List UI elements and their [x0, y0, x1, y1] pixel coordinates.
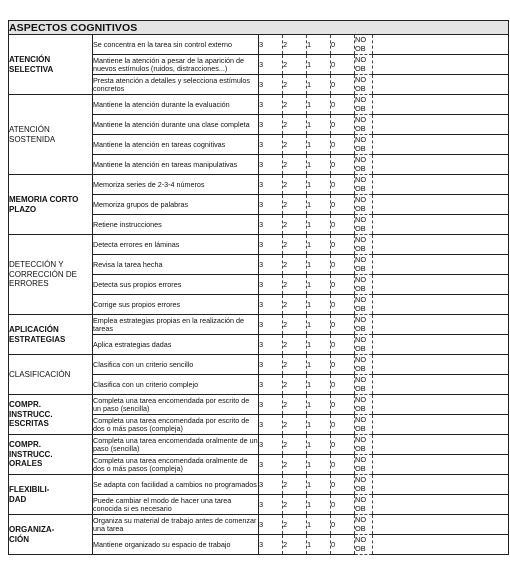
item-description: Se concentra en la tarea sin control externo	[93, 35, 259, 55]
not-observed-label-no: NO	[355, 235, 367, 244]
item-description: Organiza su material de trabajo antes de comenzar una tarea	[93, 515, 259, 535]
not-observed-option[interactable]	[355, 335, 373, 355]
score-option[interactable]: 0	[331, 295, 355, 315]
score-option[interactable]: 2	[283, 395, 307, 415]
not-observed-label-ob: OB	[355, 163, 366, 173]
score-option[interactable]: 0	[331, 275, 355, 295]
not-observed-label-ob: OB	[355, 223, 366, 233]
score-option[interactable]: 3	[259, 315, 283, 335]
not-observed-label-ob: OB	[355, 43, 366, 53]
score-option[interactable]: 2	[283, 315, 307, 335]
score-option[interactable]: 0	[331, 435, 355, 455]
item-description: Mantiene la atención durante la evaluación	[93, 95, 259, 115]
score-option[interactable]: 1	[307, 35, 331, 55]
score-option[interactable]: 3	[259, 255, 283, 275]
not-observed-label-ob: OB	[355, 303, 366, 313]
not-observed-label-no: NO	[355, 395, 367, 404]
notes-cell[interactable]	[373, 295, 509, 315]
score-option[interactable]: 3	[259, 455, 283, 475]
not-observed-label-ob: OB	[355, 403, 366, 413]
notes-cell[interactable]	[373, 455, 509, 475]
item-description: Mantiene la atención a pesar de la aparición de nuevos estímulos (ruidos, distracciones...)	[93, 55, 259, 75]
not-observed-label-no: NO	[355, 275, 367, 284]
not-observed-option[interactable]	[355, 535, 373, 555]
score-option[interactable]: 2	[283, 455, 307, 475]
score-option[interactable]: 3	[259, 135, 283, 155]
not-observed-label-no: NO	[355, 315, 367, 324]
not-observed-label-ob: OB	[355, 283, 366, 293]
notes-cell[interactable]	[373, 195, 509, 215]
not-observed-label-no: NO	[355, 455, 367, 464]
score-option[interactable]: 1	[307, 315, 331, 335]
not-observed-label-ob: OB	[355, 543, 366, 553]
not-observed-label-ob: OB	[355, 143, 366, 153]
not-observed-label-no: NO	[355, 535, 367, 544]
not-observed-option[interactable]	[355, 375, 373, 395]
table-row	[9, 475, 509, 495]
score-option[interactable]: 3	[259, 35, 283, 55]
not-observed-label-no: NO	[355, 155, 367, 164]
score-option[interactable]: 2	[283, 435, 307, 455]
score-option[interactable]: 0	[331, 475, 355, 495]
not-observed-option[interactable]	[355, 255, 373, 275]
score-option[interactable]: 2	[283, 155, 307, 175]
score-option[interactable]: 1	[307, 435, 331, 455]
not-observed-label-ob: OB	[355, 63, 366, 73]
score-option[interactable]: 3	[259, 235, 283, 255]
score-option[interactable]: 1	[307, 215, 331, 235]
not-observed-label-ob: OB	[355, 463, 366, 473]
item-description: Memoriza series de 2-3-4 números	[93, 175, 259, 195]
not-observed-label-no: NO	[355, 355, 367, 364]
score-option[interactable]: 0	[331, 75, 355, 95]
score-option[interactable]: 1	[307, 495, 331, 515]
notes-cell[interactable]	[373, 315, 509, 335]
score-option[interactable]: 1	[307, 175, 331, 195]
score-option[interactable]: 0	[331, 335, 355, 355]
table-row	[9, 95, 509, 115]
score-option[interactable]: 1	[307, 115, 331, 135]
not-observed-label-ob: OB	[355, 343, 366, 353]
score-option[interactable]: 2	[283, 355, 307, 375]
table-row	[9, 35, 509, 55]
score-option[interactable]: 2	[283, 495, 307, 515]
score-option[interactable]: 1	[307, 75, 331, 95]
not-observed-option[interactable]	[355, 35, 373, 55]
score-option[interactable]: 3	[259, 495, 283, 515]
category-label: MEMORIA CORTO PLAZO	[9, 175, 93, 235]
not-observed-label-no: NO	[355, 435, 367, 444]
score-option[interactable]: 1	[307, 335, 331, 355]
score-option[interactable]: 2	[283, 55, 307, 75]
not-observed-label-ob: OB	[355, 423, 366, 433]
not-observed-label-ob: OB	[355, 503, 366, 513]
not-observed-label-ob: OB	[355, 323, 366, 333]
notes-cell[interactable]	[373, 215, 509, 235]
not-observed-option[interactable]	[355, 475, 373, 495]
category-label: APLICACIÓN ESTRATEGIAS	[9, 315, 93, 355]
score-option[interactable]: 1	[307, 395, 331, 415]
score-option[interactable]: 1	[307, 355, 331, 375]
score-option[interactable]: 0	[331, 175, 355, 195]
not-observed-label-ob: OB	[355, 383, 366, 393]
score-option[interactable]: 0	[331, 215, 355, 235]
score-option[interactable]: 2	[283, 515, 307, 535]
not-observed-label-ob: OB	[355, 203, 366, 213]
not-observed-option[interactable]	[355, 495, 373, 515]
score-option[interactable]: 1	[307, 535, 331, 555]
not-observed-label-no: NO	[355, 335, 367, 344]
not-observed-option[interactable]	[355, 315, 373, 335]
item-description: Aplica estrategias dadas	[93, 335, 259, 355]
notes-cell[interactable]	[373, 495, 509, 515]
score-option[interactable]: 1	[307, 255, 331, 275]
score-option[interactable]: 3	[259, 535, 283, 555]
score-option[interactable]: 0	[331, 135, 355, 155]
score-option[interactable]: 3	[259, 355, 283, 375]
score-option[interactable]: 0	[331, 315, 355, 335]
score-option[interactable]: 2	[283, 95, 307, 115]
category-label: ATENCIÓN SELECTIVA	[9, 35, 93, 95]
notes-cell[interactable]	[373, 235, 509, 255]
not-observed-label-ob: OB	[355, 363, 366, 373]
score-option[interactable]: 1	[307, 275, 331, 295]
score-option[interactable]: 2	[283, 275, 307, 295]
not-observed-label-no: NO	[355, 515, 367, 524]
not-observed-option[interactable]	[355, 135, 373, 155]
item-description: Completa una tarea encomendada oralmente de dos o más pasos (compleja)	[93, 455, 259, 475]
not-observed-label-no: NO	[355, 135, 367, 144]
score-option[interactable]: 0	[331, 235, 355, 255]
score-option[interactable]: 2	[283, 135, 307, 155]
score-option[interactable]: 2	[283, 175, 307, 195]
not-observed-label-no: NO	[355, 375, 367, 384]
cognitive-aspects-sheet	[8, 20, 508, 555]
score-option[interactable]: 3	[259, 295, 283, 315]
notes-cell[interactable]	[373, 475, 509, 495]
not-observed-label-no: NO	[355, 195, 367, 204]
not-observed-option[interactable]	[355, 155, 373, 175]
not-observed-option[interactable]	[355, 75, 373, 95]
item-description: Memoriza grupos de palabras	[93, 195, 259, 215]
category-label: ORGANIZA- CIÓN	[9, 515, 93, 555]
not-observed-option[interactable]	[355, 295, 373, 315]
score-option[interactable]: 0	[331, 535, 355, 555]
item-description: Retiene instrucciones	[93, 215, 259, 235]
score-option[interactable]: 2	[283, 255, 307, 275]
not-observed-label-no: NO	[355, 255, 367, 264]
category-label: COMPR. INSTRUCC. ORALES	[9, 435, 93, 475]
table-row	[9, 175, 509, 195]
not-observed-label-no: NO	[355, 495, 367, 504]
not-observed-option[interactable]	[355, 455, 373, 475]
item-description: Clasifica con un criterio sencillo	[93, 355, 259, 375]
not-observed-label-ob: OB	[355, 103, 366, 113]
item-description: Detecta sus propios errores	[93, 275, 259, 295]
score-option[interactable]: 1	[307, 55, 331, 75]
item-description: Puede cambiar el modo de hacer una tarea conocida si es necesario	[93, 495, 259, 515]
not-observed-label-ob: OB	[355, 483, 366, 493]
item-description: Detecta errores en láminas	[93, 235, 259, 255]
score-option[interactable]: 1	[307, 475, 331, 495]
notes-cell[interactable]	[373, 355, 509, 375]
score-option[interactable]: 1	[307, 195, 331, 215]
not-observed-label-no: NO	[355, 295, 367, 304]
notes-cell[interactable]	[373, 535, 509, 555]
notes-cell[interactable]	[373, 95, 509, 115]
not-observed-option[interactable]	[355, 275, 373, 295]
not-observed-label-no: NO	[355, 175, 367, 184]
score-option[interactable]: 1	[307, 235, 331, 255]
not-observed-label-no: NO	[355, 215, 367, 224]
score-option[interactable]: 3	[259, 95, 283, 115]
score-option[interactable]: 3	[259, 335, 283, 355]
not-observed-label-no: NO	[355, 415, 367, 424]
score-option[interactable]: 1	[307, 95, 331, 115]
item-description: Clasifica con un criterio complejo	[93, 375, 259, 395]
category-label: CLASIFICACIÓN	[9, 355, 93, 395]
notes-cell[interactable]	[373, 75, 509, 95]
not-observed-label-ob: OB	[355, 123, 366, 133]
score-option[interactable]: 3	[259, 75, 283, 95]
not-observed-label-no: NO	[355, 55, 367, 64]
not-observed-option[interactable]	[355, 355, 373, 375]
score-option[interactable]: 0	[331, 515, 355, 535]
score-option[interactable]: 0	[331, 155, 355, 175]
score-option[interactable]: 2	[283, 295, 307, 315]
score-option[interactable]: 0	[331, 255, 355, 275]
not-observed-option[interactable]	[355, 515, 373, 535]
score-option[interactable]: 3	[259, 435, 283, 455]
score-option[interactable]: 0	[331, 195, 355, 215]
notes-cell[interactable]	[373, 275, 509, 295]
score-option[interactable]: 2	[283, 115, 307, 135]
score-option[interactable]: 0	[331, 415, 355, 435]
score-option[interactable]: 3	[259, 55, 283, 75]
item-description: Mantiene la atención en tareas cognitivas	[93, 135, 259, 155]
score-option[interactable]: 3	[259, 515, 283, 535]
notes-cell[interactable]	[373, 55, 509, 75]
table-row	[9, 395, 509, 415]
not-observed-option[interactable]	[355, 95, 373, 115]
notes-cell[interactable]	[373, 395, 509, 415]
notes-cell[interactable]	[373, 115, 509, 135]
not-observed-label-ob: OB	[355, 523, 366, 533]
notes-cell[interactable]	[373, 335, 509, 355]
score-option[interactable]: 0	[331, 375, 355, 395]
score-option[interactable]: 3	[259, 175, 283, 195]
item-description: Corrige sus propios errores	[93, 295, 259, 315]
score-option[interactable]: 0	[331, 35, 355, 55]
not-observed-label-no: NO	[355, 95, 367, 104]
notes-cell[interactable]	[373, 135, 509, 155]
not-observed-option[interactable]	[355, 115, 373, 135]
score-option[interactable]: 2	[283, 35, 307, 55]
notes-cell[interactable]	[373, 415, 509, 435]
item-description: Presta atención a detalles y selecciona estímulos concretos	[93, 75, 259, 95]
table-row	[9, 435, 509, 455]
score-option[interactable]: 1	[307, 295, 331, 315]
notes-cell[interactable]	[373, 155, 509, 175]
item-description: Completa una tarea encomendada por escrito de un paso (sencilla)	[93, 395, 259, 415]
score-option[interactable]: 2	[283, 335, 307, 355]
score-option[interactable]: 3	[259, 375, 283, 395]
notes-cell[interactable]	[373, 175, 509, 195]
not-observed-label-no: NO	[355, 35, 367, 44]
not-observed-option[interactable]	[355, 215, 373, 235]
item-description: Mantiene la atención durante una clase completa	[93, 115, 259, 135]
score-option[interactable]: 0	[331, 455, 355, 475]
score-option[interactable]: 1	[307, 415, 331, 435]
not-observed-option[interactable]	[355, 235, 373, 255]
table-row	[9, 235, 509, 255]
not-observed-label-no: NO	[355, 475, 367, 484]
table-title: ASPECTOS COGNITIVOS	[9, 21, 509, 35]
score-option[interactable]: 1	[307, 135, 331, 155]
score-option[interactable]: 3	[259, 415, 283, 435]
score-option[interactable]: 3	[259, 115, 283, 135]
score-option[interactable]: 1	[307, 515, 331, 535]
score-option[interactable]: 2	[283, 215, 307, 235]
table-row	[9, 515, 509, 535]
table-row	[9, 355, 509, 375]
score-option[interactable]: 1	[307, 455, 331, 475]
item-description: Revisa la tarea hecha	[93, 255, 259, 275]
score-option[interactable]: 0	[331, 355, 355, 375]
category-label: DETECCIÓN Y CORRECCIÓN DE ERRORES	[9, 235, 93, 315]
item-description: Mantiene organizado su espacio de trabajo	[93, 535, 259, 555]
score-option[interactable]: 2	[283, 535, 307, 555]
notes-cell[interactable]	[373, 35, 509, 55]
not-observed-option[interactable]	[355, 175, 373, 195]
notes-cell[interactable]	[373, 375, 509, 395]
score-option[interactable]: 0	[331, 95, 355, 115]
score-option[interactable]: 3	[259, 395, 283, 415]
not-observed-label-ob: OB	[355, 243, 366, 253]
not-observed-label-ob: OB	[355, 183, 366, 193]
category-label: COMPR. INSTRUCC. ESCRITAS	[9, 395, 93, 435]
not-observed-label-ob: OB	[355, 83, 366, 93]
category-label: FLEXIBILI- DAD	[9, 475, 93, 515]
score-option[interactable]: 2	[283, 475, 307, 495]
score-option[interactable]: 3	[259, 215, 283, 235]
score-option[interactable]: 2	[283, 235, 307, 255]
score-option[interactable]: 0	[331, 495, 355, 515]
not-observed-option[interactable]	[355, 195, 373, 215]
score-option[interactable]: 1	[307, 155, 331, 175]
score-option[interactable]: 2	[283, 415, 307, 435]
notes-cell[interactable]	[373, 435, 509, 455]
not-observed-option[interactable]	[355, 395, 373, 415]
notes-cell[interactable]	[373, 515, 509, 535]
score-option[interactable]: 0	[331, 395, 355, 415]
not-observed-label-no: NO	[355, 115, 367, 124]
score-option[interactable]: 3	[259, 475, 283, 495]
item-description: Mantiene la atención en tareas manipulativas	[93, 155, 259, 175]
category-label: ATENCIÓN SOSTENIDA	[9, 95, 93, 175]
table-row	[9, 315, 509, 335]
item-description: Emplea estrategias propias en la realización de tareas	[93, 315, 259, 335]
score-option[interactable]: 1	[307, 375, 331, 395]
score-option[interactable]: 2	[283, 75, 307, 95]
not-observed-label-no: NO	[355, 75, 367, 84]
score-option[interactable]: 2	[283, 375, 307, 395]
cognitive-aspects-table	[8, 20, 509, 555]
not-observed-label-ob: OB	[355, 443, 366, 453]
not-observed-option[interactable]	[355, 55, 373, 75]
item-description: Completa una tarea encomendada por escrito de dos o más pasos (compleja)	[93, 415, 259, 435]
score-option[interactable]: 0	[331, 55, 355, 75]
not-observed-label-ob: OB	[355, 263, 366, 273]
score-option[interactable]: 2	[283, 195, 307, 215]
score-option[interactable]: 0	[331, 115, 355, 135]
not-observed-option[interactable]	[355, 415, 373, 435]
not-observed-option[interactable]	[355, 435, 373, 455]
score-option[interactable]: 3	[259, 275, 283, 295]
item-description: Completa una tarea encomendada oralmente de un paso (sencilla)	[93, 435, 258, 453]
score-option[interactable]: 3	[259, 155, 283, 175]
item-description: Se adapta con facilidad a cambios no programados	[93, 475, 259, 495]
notes-cell[interactable]	[373, 255, 509, 275]
score-option[interactable]: 3	[259, 195, 283, 215]
